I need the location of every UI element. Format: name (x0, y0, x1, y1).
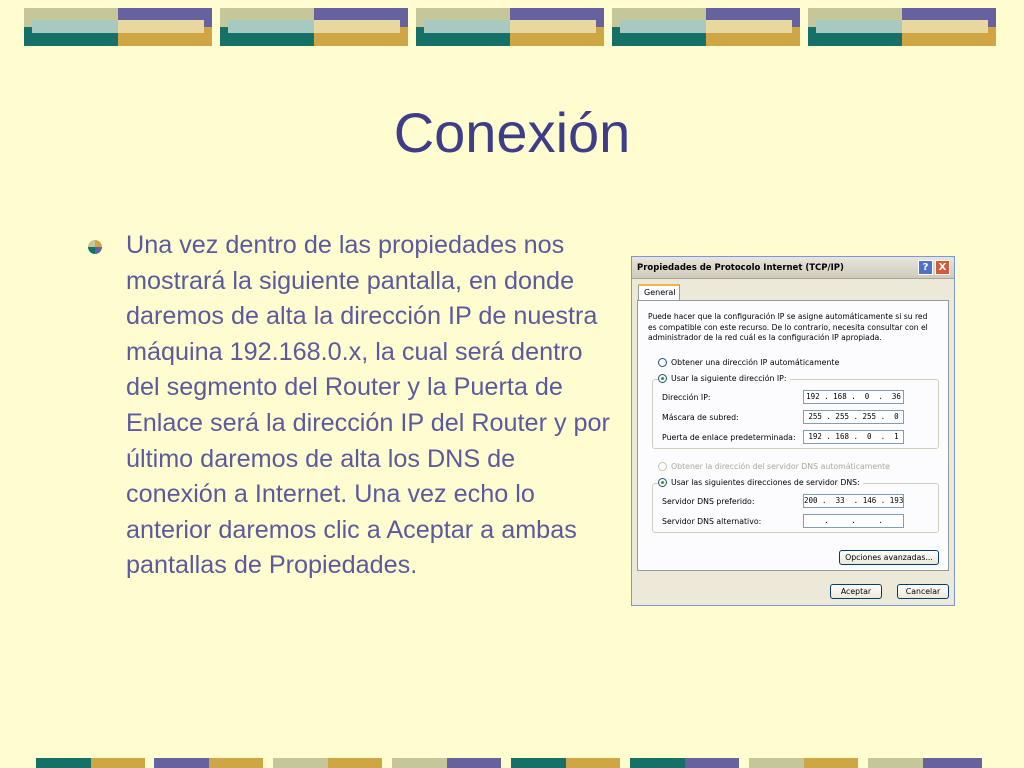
radio-circle-selected[interactable] (658, 374, 667, 383)
radio-auto-dns[interactable] (658, 461, 890, 472)
gateway-field[interactable]: 192 . 168 . 0 . 1 (803, 430, 904, 444)
radio-manual-ip[interactable] (658, 373, 790, 384)
radio-circle-disabled[interactable] (658, 462, 667, 471)
ip-label: Dirección IP: (662, 393, 711, 402)
tcpip-properties-dialog (631, 256, 955, 606)
radio-auto-ip-label: Obtener una dirección IP automáticamente (671, 358, 840, 367)
tab-general[interactable]: General (638, 284, 680, 300)
dialog-titlebar[interactable] (632, 257, 954, 279)
dns-alternate-field[interactable]: . . . (803, 514, 904, 528)
gateway-label: Puerta de enlace predeterminada: (662, 433, 796, 442)
close-button[interactable]: X (935, 260, 950, 275)
dns-preferred-field[interactable]: 200 . 33 . 146 . 193 (803, 494, 904, 508)
intro-text: Puede hacer que la configuración IP se asigne automáticamente si su red es compatible con este recurso. De lo contrario, necesita consultar con el administrador de la red cuál es la configuración IP apropiada. (648, 312, 928, 342)
four-quadrant-bullet-icon (87, 239, 103, 255)
top-decoration (24, 8, 1000, 46)
dialog-title: Propiedades de Protocolo Internet (TCP/IP) (637, 263, 844, 273)
dns-group (652, 483, 939, 533)
deco-block (612, 8, 800, 46)
deco-block (24, 8, 212, 46)
deco-block (808, 8, 996, 46)
radio-manual-dns-label: Usar las siguientes direcciones de servidor DNS: (671, 478, 860, 487)
advanced-options-button[interactable]: Opciones avanzadas... (839, 550, 939, 565)
radio-manual-ip-label: Usar la siguiente dirección IP: (671, 374, 787, 383)
cancel-button[interactable]: Cancelar (897, 584, 949, 599)
slide-title: Conexión (393, 101, 631, 164)
help-button[interactable]: ? (918, 260, 933, 275)
deco-block (220, 8, 408, 46)
radio-circle[interactable] (658, 358, 667, 367)
radio-auto-ip[interactable] (658, 357, 839, 368)
radio-circle-selected[interactable] (658, 478, 667, 487)
radio-auto-dns-label: Obtener la dirección del servidor DNS automáticamente (671, 462, 890, 471)
radio-manual-dns[interactable] (658, 477, 863, 488)
ip-group (652, 379, 939, 449)
ok-button[interactable]: Aceptar (830, 584, 882, 599)
subnet-mask-field[interactable]: 255 . 255 . 255 . 0 (803, 410, 904, 424)
general-panel (637, 300, 949, 571)
deco-block (416, 8, 604, 46)
bottom-decoration (36, 758, 982, 768)
dns-preferred-label: Servidor DNS preferido: (662, 497, 755, 506)
slide-body-text: Una vez dentro de las propiedades nos mostrará la siguiente pantalla, en donde daremos de alta la dirección IP de nuestra máquina 192.168.0.x, la cual será dentro del segmento del Router y la Puerta de Enlace será la dirección IP del Router y por último daremos de alta los DNS de conexión a Internet. Una vez echo lo anterior daremos clic a Aceptar a ambas pantallas de Propiedades. (126, 231, 610, 580)
dns-alternate-label: Servidor DNS alternativo: (662, 517, 762, 526)
mask-label: Máscara de subred: (662, 413, 739, 422)
ip-address-field[interactable]: 192 . 168 . 0 . 36 (803, 390, 904, 404)
